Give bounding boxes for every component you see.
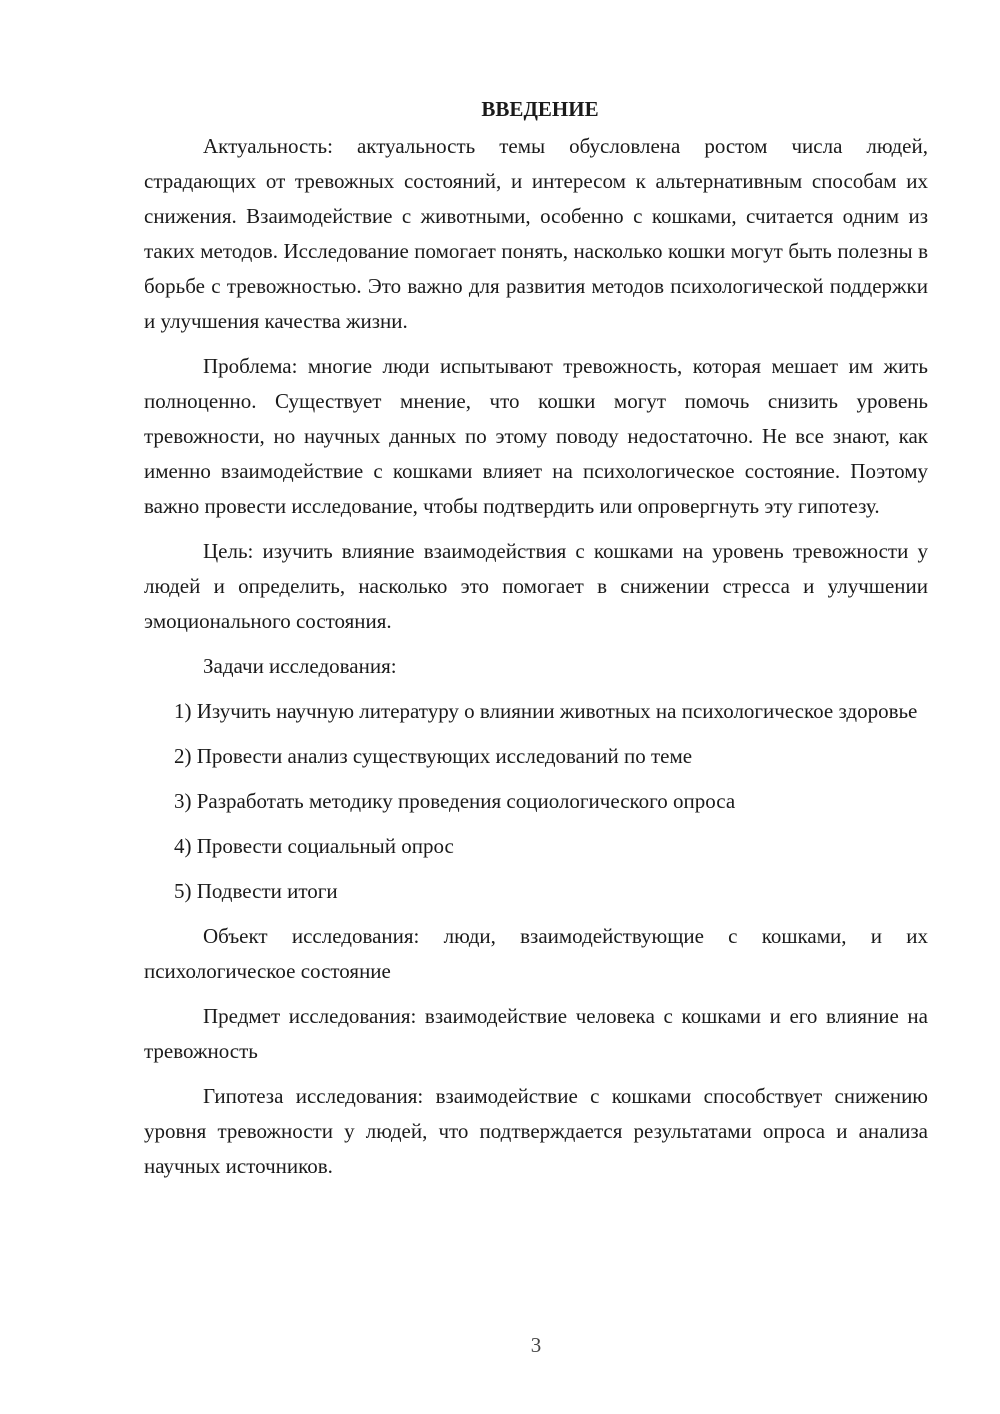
object-paragraph: Объект исследования: люди, взаимодействующие с кошками, и их психологическое состояние <box>144 924 928 983</box>
goal-paragraph: Цель: изучить влияние взаимодействия с кошками на уровень тревожности у людей и определить, насколько это помогает в снижении стресса и улучшении эмоционального состояния. <box>144 539 928 633</box>
page-number: 3 <box>530 1333 542 1357</box>
task-item: 4) Провести социальный опрос <box>174 834 454 858</box>
relevance-paragraph: Актуальность: актуальность темы обусловлена ростом числа людей, страдающих от тревожных состояний, и интересом к альтернативным способам их снижения. Взаимодействие с животными, особенно с кошками, считается одним из таких методов. Исследование помогает понять, насколько кошки могут быть полезны в борьбе с тревожностью. Это важно для развития методов психологической поддержки и улучшения качества жизни. <box>144 134 928 333</box>
task-item: 1) Изучить научную литературу о влиянии животных на психологическое здоровье <box>174 699 918 723</box>
task-item: 5) Подвести итоги <box>174 879 338 903</box>
problem-paragraph: Проблема: многие люди испытывают тревожность, которая мешает им жить полноценно. Существует мнение, что кошки могут помочь снизить уровень тревожности, но научных данных по этому поводу недостаточно. Не все знают, как именно взаимодействие с кошками влияет на психологическое состояние. Поэтому важно провести исследование, чтобы подтвердить или опровергнуть эту гипотезу. <box>144 354 928 518</box>
tasks-list <box>144 694 928 909</box>
subject-paragraph: Предмет исследования: взаимодействие человека с кошками и его влияние на тревожность <box>144 1004 928 1063</box>
hypothesis-paragraph: Гипотеза исследования: взаимодействие с кошками способствует снижению уровня тревожности у людей, что подтверждается результатами опроса и анализа научных источников. <box>144 1084 928 1178</box>
task-item: 2) Провести анализ существующих исследований по теме <box>174 744 693 768</box>
document-page <box>144 92 928 1194</box>
tasks-heading: Задачи исследования: <box>203 654 397 678</box>
task-item: 3) Разработать методику проведения социологического опроса <box>174 789 736 813</box>
document-title: ВВЕДЕНИЕ <box>481 97 599 121</box>
